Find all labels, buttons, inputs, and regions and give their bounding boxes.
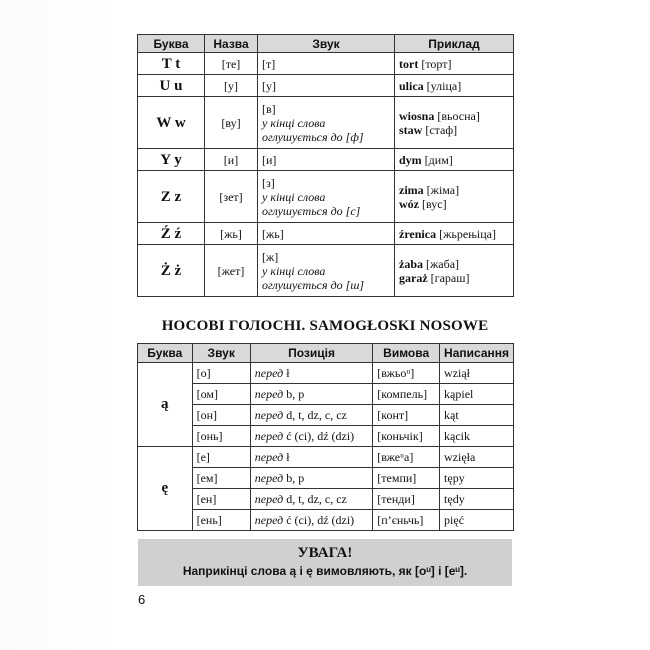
example-word: staw: [399, 122, 423, 137]
spelling-cell: tępy: [440, 468, 514, 489]
sound-value: [жь]: [262, 226, 284, 241]
nasal-row: [138, 426, 514, 447]
alphabet-table: [137, 34, 514, 297]
example-cell: [395, 245, 514, 297]
sound-note: у кінці слова: [262, 115, 326, 130]
sound-cell: [258, 149, 395, 171]
sound-value: [у]: [262, 78, 276, 93]
example-word: zima: [399, 182, 424, 197]
sound-cell: [258, 171, 395, 223]
example-transcription: [вьосна]: [434, 108, 480, 123]
position-cell: [250, 405, 373, 426]
alphabet-row: [138, 223, 514, 245]
example-word: garaż: [399, 270, 428, 285]
page-number: 6: [138, 592, 146, 607]
position-cell: [250, 510, 373, 531]
example-line: [399, 183, 509, 197]
example-cell: [395, 223, 514, 245]
letter-name-cell: [ву]: [205, 97, 258, 149]
letter-name-cell: [и]: [205, 149, 258, 171]
position-prefix: перед: [254, 512, 284, 527]
sound-cell: [онь]: [192, 426, 250, 447]
letter-name-cell: [зет]: [205, 171, 258, 223]
position-letters: ć (ci), dź (dzi): [283, 512, 355, 527]
pronunciation-cell: [конт]: [373, 405, 440, 426]
position-cell: [250, 363, 373, 384]
example-line: [399, 153, 509, 167]
alphabet-row: [138, 149, 514, 171]
example-line: [399, 197, 509, 211]
nasal-vowels-table: [137, 343, 514, 531]
example-transcription: [торт]: [418, 56, 452, 71]
sound-cell: [е]: [192, 447, 250, 468]
position-letters: b, p: [283, 386, 305, 401]
example-word: źrenica: [399, 226, 437, 241]
example-cell: [395, 149, 514, 171]
position-prefix: перед: [254, 491, 284, 506]
pronunciation-cell: [вжеᵘа]: [373, 447, 440, 468]
position-letters: ć (ci), dź (dzi): [283, 428, 355, 443]
example-line: [399, 109, 509, 123]
example-line: [399, 79, 509, 93]
example-word: żaba: [399, 256, 423, 271]
nasal-row: [138, 405, 514, 426]
header-sound: Звук: [258, 35, 395, 53]
sound-cell: [он]: [192, 405, 250, 426]
position-prefix: перед: [254, 428, 284, 443]
alphabet-row: [138, 245, 514, 297]
example-word: wiosna: [399, 108, 435, 123]
sound-value: [з]: [262, 175, 275, 190]
letter-cell: Z z: [138, 171, 205, 223]
example-transcription: [вус]: [419, 196, 447, 211]
position-prefix: перед: [254, 470, 284, 485]
vowel-cell: ę: [138, 447, 193, 531]
position-letters: ł: [283, 365, 290, 380]
sound-cell: [258, 97, 395, 149]
nasal-row: [138, 363, 514, 384]
header-position: Позиція: [250, 344, 373, 363]
position-prefix: перед: [254, 407, 284, 422]
sound-note: у кінці слова: [262, 189, 326, 204]
example-cell: [395, 171, 514, 223]
example-transcription: [дим]: [421, 152, 453, 167]
header-name: Назва: [205, 35, 258, 53]
sound-cell: [о]: [192, 363, 250, 384]
example-transcription: [уліца]: [423, 78, 462, 93]
example-line: [399, 257, 509, 271]
sound-note: оглушується до [ш]: [262, 277, 365, 292]
spelling-cell: kąpiel: [440, 384, 514, 405]
pronunciation-cell: [вжьоᵘ]: [373, 363, 440, 384]
example-transcription: [жьрењіца]: [436, 226, 496, 241]
example-word: wóz: [399, 196, 419, 211]
nasal-row: [138, 510, 514, 531]
alphabet-row: [138, 171, 514, 223]
example-line: [399, 57, 509, 71]
note-title: УВАГА!: [297, 545, 353, 561]
letter-cell: Y y: [138, 149, 205, 171]
position-prefix: перед: [254, 449, 284, 464]
sound-value: [и]: [262, 152, 277, 167]
sound-value: [т]: [262, 56, 276, 71]
example-cell: [395, 97, 514, 149]
header-spelling: Написання: [440, 344, 514, 363]
letter-name-cell: [жет]: [205, 245, 258, 297]
sound-cell: [258, 53, 395, 75]
sound-value: [в]: [262, 101, 276, 116]
example-word: tort: [399, 56, 419, 71]
pronunciation-cell: [коньчік]: [373, 426, 440, 447]
example-transcription: [стаф]: [422, 122, 458, 137]
sound-note: оглушується до [ф]: [262, 129, 364, 144]
example-line: [399, 123, 509, 137]
sound-cell: [258, 223, 395, 245]
letter-cell: T t: [138, 53, 205, 75]
position-letters: b, p: [283, 470, 305, 485]
example-transcription: [гараш]: [427, 270, 470, 285]
nasal-row: [138, 384, 514, 405]
sound-cell: [ом]: [192, 384, 250, 405]
letter-name-cell: [у]: [205, 75, 258, 97]
sound-cell: [258, 75, 395, 97]
sound-cell: [ень]: [192, 510, 250, 531]
letter-cell: U u: [138, 75, 205, 97]
spelling-cell: kąt: [440, 405, 514, 426]
example-word: ulica: [399, 78, 424, 93]
position-cell: [250, 384, 373, 405]
spelling-cell: wziął: [440, 363, 514, 384]
example-line: [399, 227, 509, 241]
header-example: Приклад: [395, 35, 514, 53]
nasal-row: [138, 447, 514, 468]
sound-cell: [258, 245, 395, 297]
position-prefix: перед: [254, 365, 284, 380]
pronunciation-cell: [п’єньчь]: [373, 510, 440, 531]
vowel-cell: ą: [138, 363, 193, 447]
spelling-cell: wzięła: [440, 447, 514, 468]
position-cell: [250, 426, 373, 447]
alphabet-row: [138, 75, 514, 97]
spelling-cell: tędy: [440, 489, 514, 510]
letter-name-cell: [те]: [205, 53, 258, 75]
position-prefix: перед: [254, 386, 284, 401]
example-cell: [395, 75, 514, 97]
position-letters: d, t, dz, c, cz: [283, 491, 347, 506]
pronunciation-cell: [компель]: [373, 384, 440, 405]
spelling-cell: kącik: [440, 426, 514, 447]
letter-cell: W w: [138, 97, 205, 149]
pronunciation-cell: [тенди]: [373, 489, 440, 510]
header-sound: Звук: [192, 344, 250, 363]
sound-value: [ж]: [262, 249, 279, 264]
example-cell: [395, 53, 514, 75]
example-transcription: [жіма]: [423, 182, 460, 197]
pronunciation-cell: [темпи]: [373, 468, 440, 489]
alphabet-table-header: [138, 35, 514, 53]
position-cell: [250, 489, 373, 510]
alphabet-row: [138, 97, 514, 149]
example-transcription: [жаба]: [423, 256, 460, 271]
sound-cell: [ен]: [192, 489, 250, 510]
note-box: [138, 539, 512, 586]
nasal-row: [138, 489, 514, 510]
nasal-row: [138, 468, 514, 489]
header-pronunciation: Вимова: [373, 344, 440, 363]
example-word: dym: [399, 152, 422, 167]
position-letters: d, t, dz, c, cz: [283, 407, 347, 422]
alphabet-row: [138, 53, 514, 75]
position-cell: [250, 447, 373, 468]
header-letter: Буква: [138, 344, 193, 363]
letter-cell: Ż ż: [138, 245, 205, 297]
sound-note: у кінці слова: [262, 263, 326, 278]
note-text: Наприкінці слова ą і ę вимовляють, як [оᵘ] і [еᵘ].: [182, 564, 468, 578]
letter-name-cell: [жь]: [205, 223, 258, 245]
spelling-cell: pięć: [440, 510, 514, 531]
section-heading: НОСОВІ ГОЛОСНІ. SAMOGŁOSKI NOSOWE: [161, 318, 489, 334]
position-letters: ł: [283, 449, 290, 464]
example-line: [399, 271, 509, 285]
header-letter: Буква: [138, 35, 205, 53]
letter-cell: Ź ź: [138, 223, 205, 245]
position-cell: [250, 468, 373, 489]
sound-note: оглушується до [с]: [262, 203, 361, 218]
nasal-table-header: [138, 344, 514, 363]
sound-cell: [ем]: [192, 468, 250, 489]
